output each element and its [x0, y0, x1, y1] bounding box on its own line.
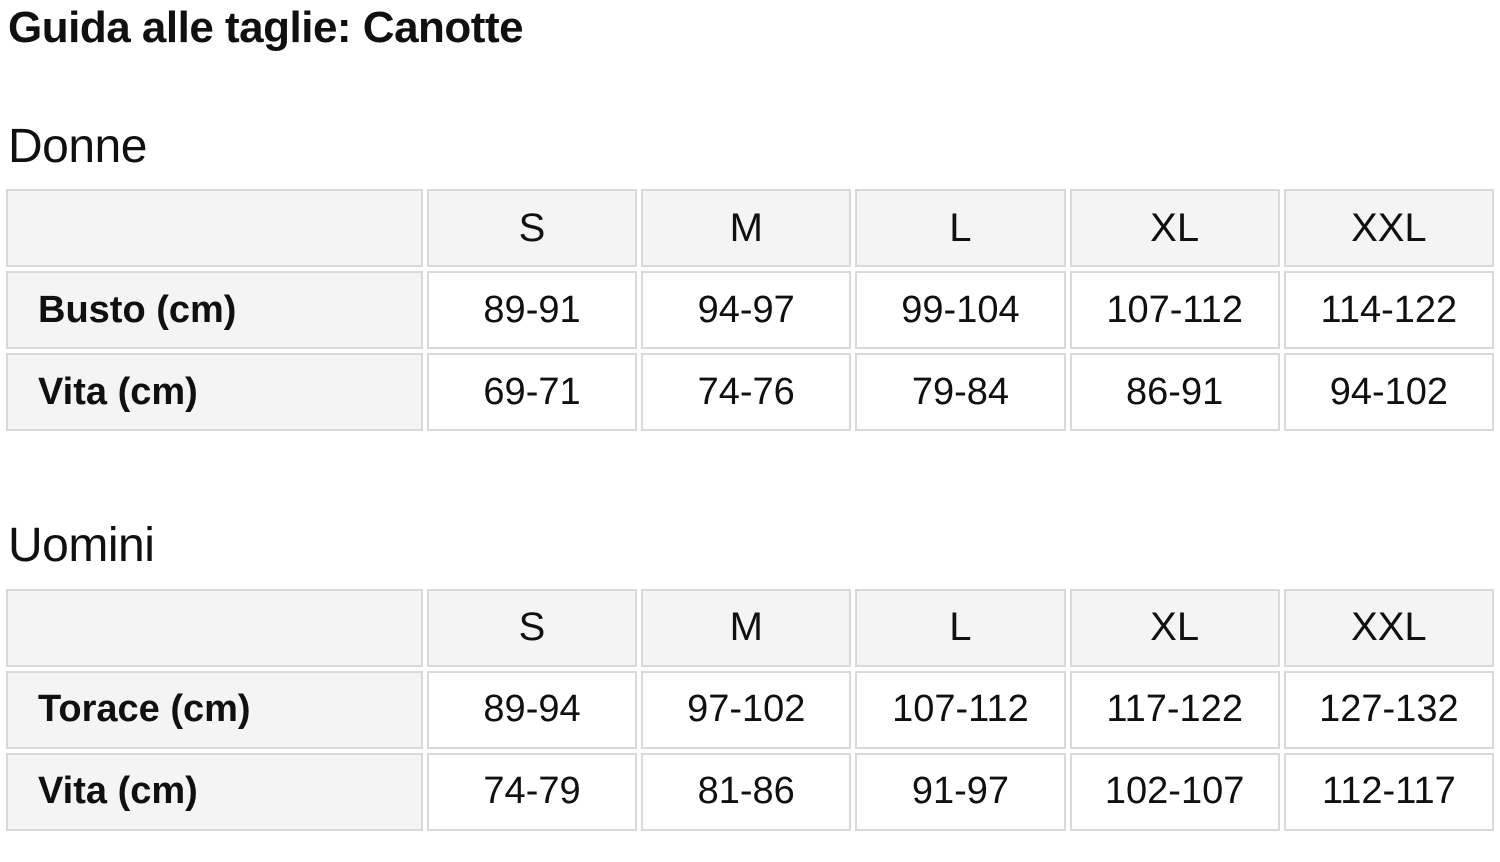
row-label-cell: Vita (cm)	[6, 353, 423, 431]
value-cell: 117-122	[1070, 671, 1280, 749]
value-cell: 94-102	[1284, 353, 1494, 431]
header-cell-size-m: M	[641, 189, 851, 267]
value-cell: 91-97	[855, 753, 1065, 831]
header-cell-size-s: S	[427, 189, 637, 267]
value-cell: 89-91	[427, 271, 637, 349]
row-label-cell: Busto (cm)	[6, 271, 423, 349]
value-cell: 102-107	[1070, 753, 1280, 831]
table-header-row	[6, 189, 1494, 267]
page-title: Guida alle taglie: Canotte	[8, 3, 524, 52]
table-row-waist	[6, 753, 1494, 831]
value-cell: 94-97	[641, 271, 851, 349]
value-cell: 107-112	[1070, 271, 1280, 349]
value-cell: 79-84	[855, 353, 1065, 431]
table-row-chest	[6, 671, 1494, 749]
value-cell: 81-86	[641, 753, 851, 831]
header-cell-size-m: M	[641, 589, 851, 667]
value-cell: 107-112	[855, 671, 1065, 749]
value-cell: 97-102	[641, 671, 851, 749]
table-header-row	[6, 589, 1494, 667]
row-label-cell: Torace (cm)	[6, 671, 423, 749]
value-cell: 89-94	[427, 671, 637, 749]
value-cell: 86-91	[1070, 353, 1280, 431]
header-cell-size-xxl: XXL	[1284, 589, 1494, 667]
value-cell: 114-122	[1284, 271, 1494, 349]
header-cell-size-xl: XL	[1070, 589, 1280, 667]
size-table-men	[2, 585, 1498, 835]
section-men	[2, 517, 1498, 835]
value-cell: 74-79	[427, 753, 637, 831]
table-row-waist	[6, 353, 1494, 431]
section-heading-men: Uomini	[8, 519, 155, 573]
value-cell: 69-71	[427, 353, 637, 431]
value-cell: 127-132	[1284, 671, 1494, 749]
header-cell-size-s: S	[427, 589, 637, 667]
row-label-cell: Vita (cm)	[6, 753, 423, 831]
table-row-bust	[6, 271, 1494, 349]
value-cell: 99-104	[855, 271, 1065, 349]
header-cell-empty	[6, 589, 423, 667]
header-cell-size-xxl: XXL	[1284, 189, 1494, 267]
header-cell-empty	[6, 189, 423, 267]
header-cell-size-l: L	[855, 189, 1065, 267]
header-cell-size-xl: XL	[1070, 189, 1280, 267]
header-cell-size-l: L	[855, 589, 1065, 667]
section-heading-women: Donne	[8, 119, 147, 173]
size-table-women	[2, 185, 1498, 435]
value-cell: 74-76	[641, 353, 851, 431]
section-women	[2, 118, 1498, 436]
value-cell: 112-117	[1284, 753, 1494, 831]
